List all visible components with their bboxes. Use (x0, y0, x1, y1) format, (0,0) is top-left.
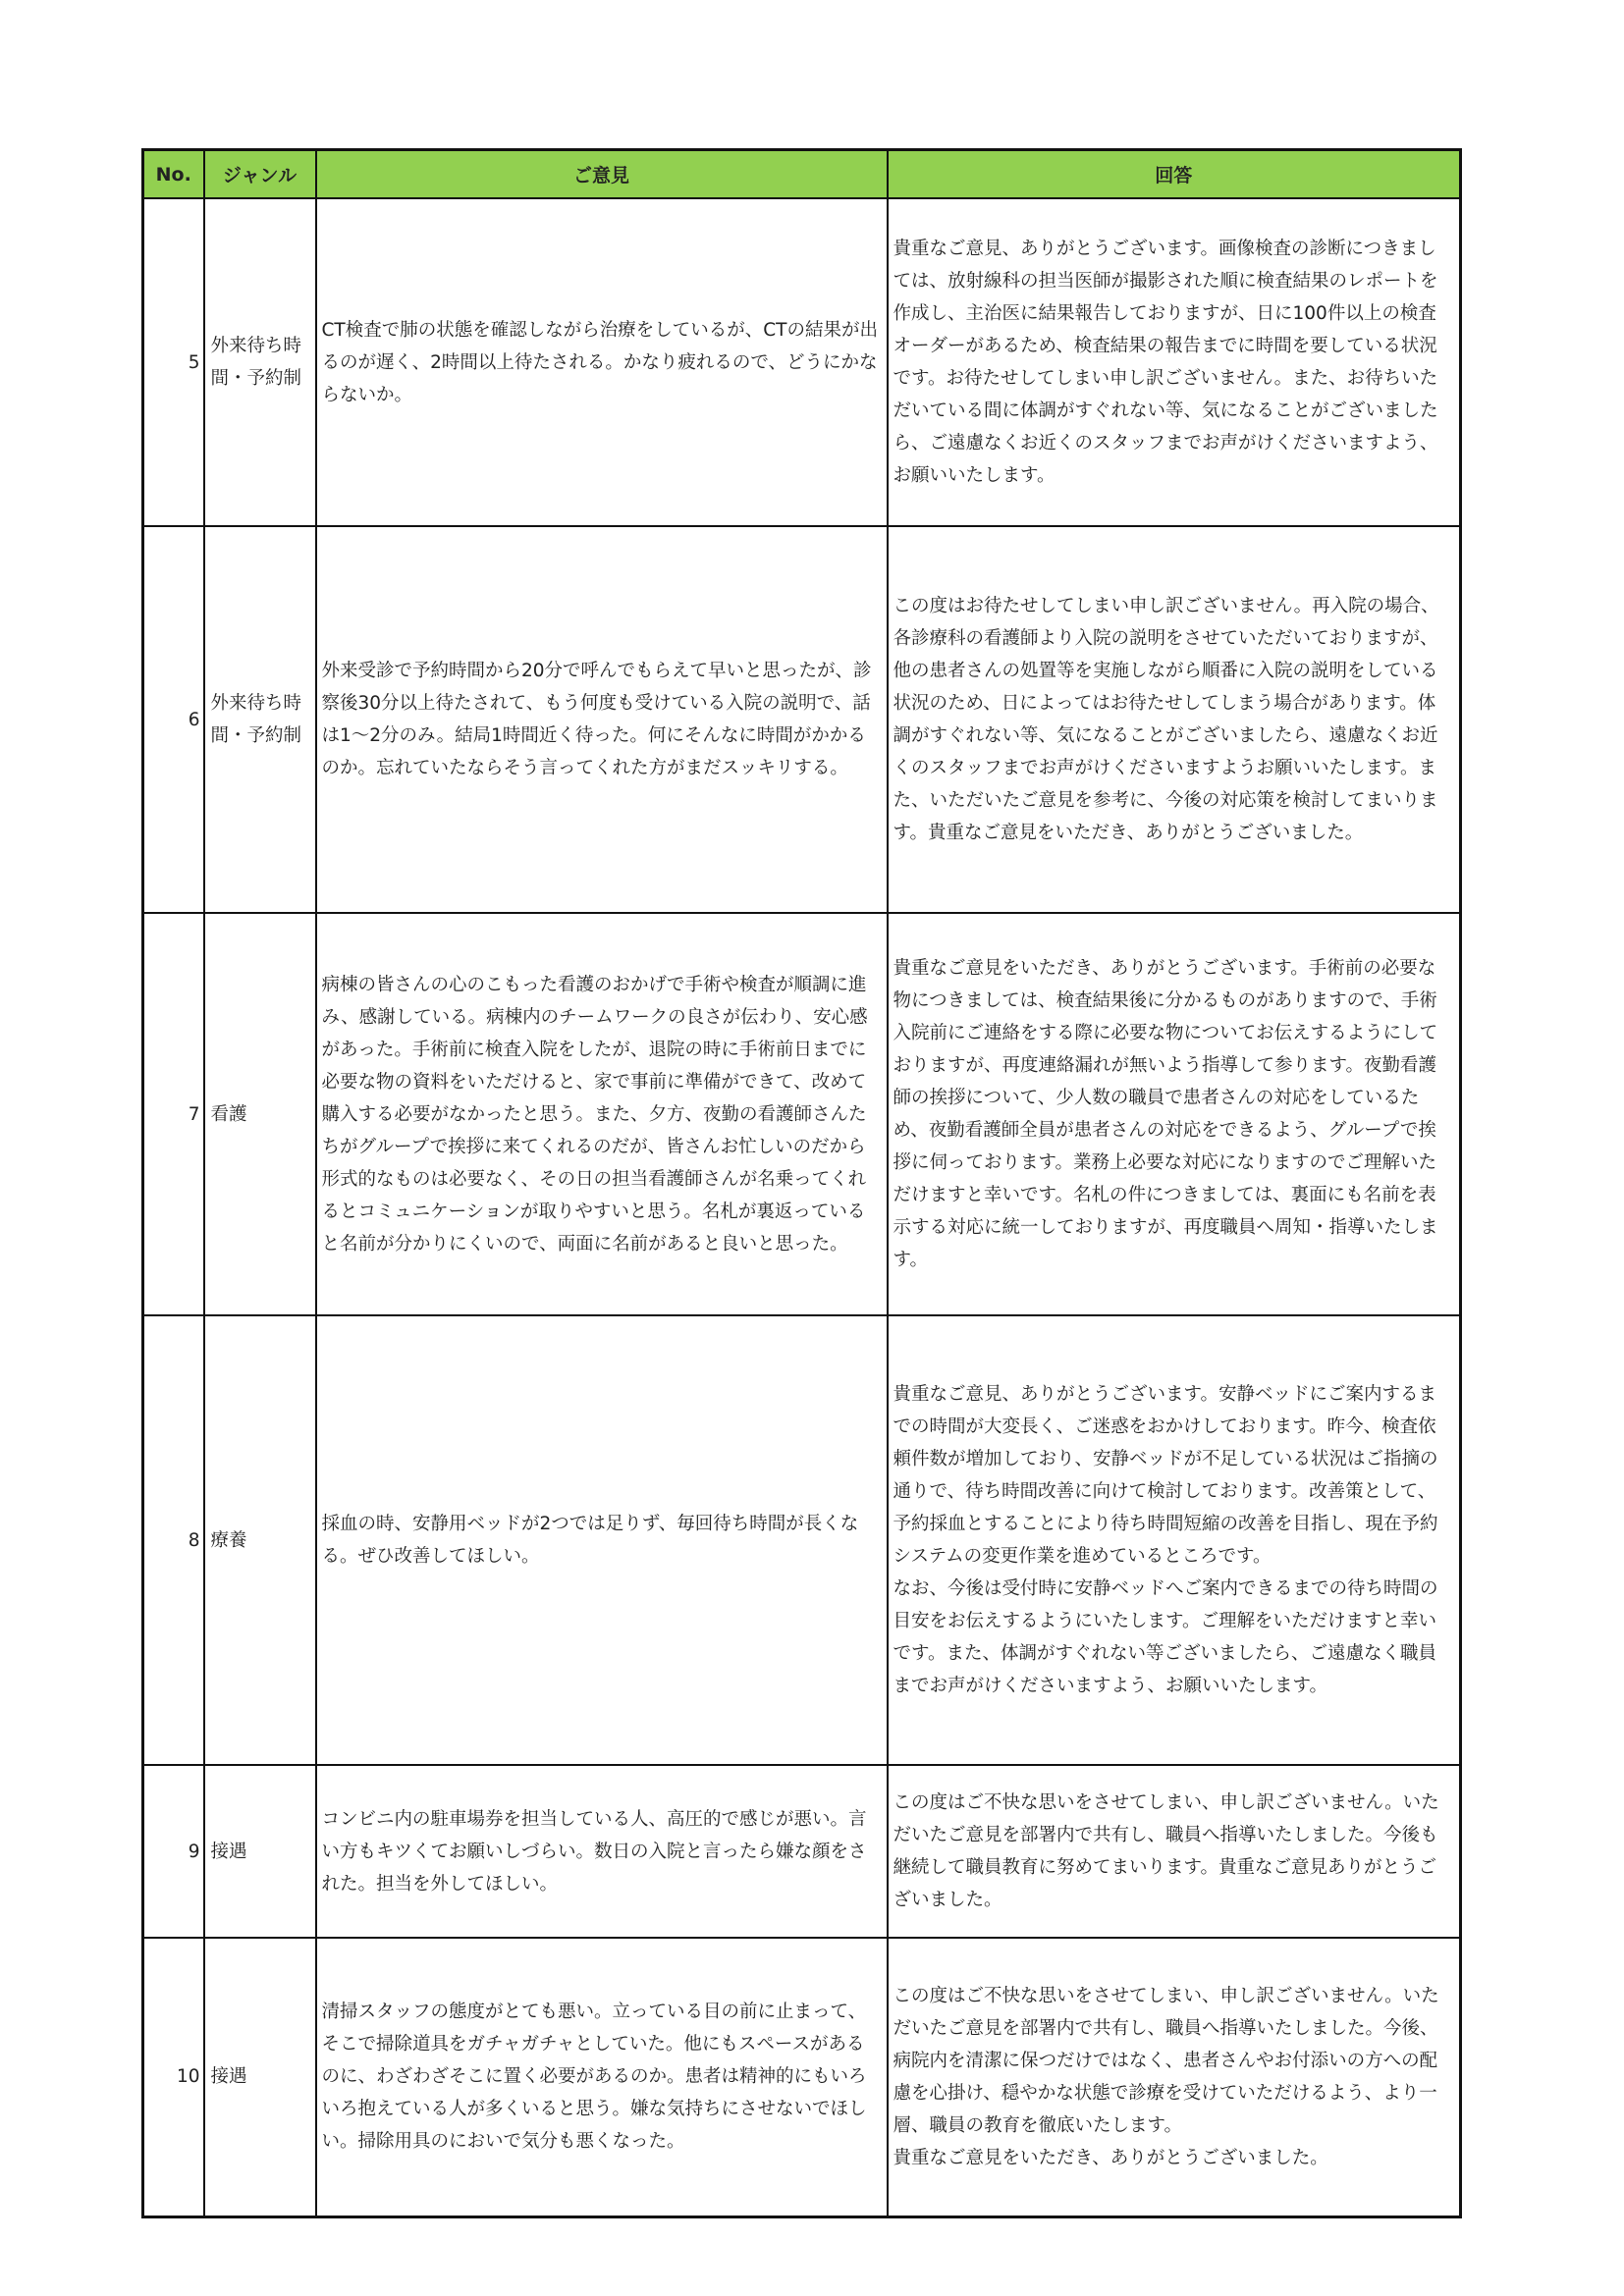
opinion-text: コンビニ内の駐車場券を担当している人、高圧的で感じが悪い。言い方もキツくてお願いしづらい。数日の入院と言ったら嫌な顔をされた。担当を外してほしい。 (321, 1808, 867, 1895)
answer-text: 貴重なご意見をいただき、ありがとうございます。手術前の必要な物につきましては、検査結果後に分かるものがありますので、手術入院前にご連絡をする際に必要な物についてお伝えするようにしておりますが、再度連絡漏れが無いよう指導して参ります。夜勤看護師の挨拶について、少人数の職員で患者さんの対応をしているため、夜勤看護師全員が患者さんの対応をできるよう、グループで挨拶に伺っております。業務上必要な対応になりますのでご理解いただけますと幸いです。名札の件につきましては、裏面にも名前を表示する対応に統一しておりますが、再度職員へ周知・指導いたします。 (893, 958, 1438, 1270)
table-row (143, 913, 1461, 1315)
table-row (143, 1765, 1461, 1938)
answer-text: 貴重なご意見、ありがとうございます。画像検査の診断につきましては、放射線科の担当医師が撮影された順に検査結果のレポートを作成し、主治医に結果報告しておりますが、日に100件以上の検査オーダーがあるため、検査結果の報告までに時間を要している状況です。お待たせしてしまい申し訳ございません。また、お待ちいただいている間に体調がすぐれない等、気になることがございましたら、ご遠慮なくお近くのスタッフまでお声がけくださいますよう、お願いいたします。 (893, 239, 1438, 486)
table-row (143, 526, 1461, 913)
feedback-table (141, 148, 1462, 2218)
answer-text: この度はご不快な思いをさせてしまい、申し訳ございません。いただいたご意見を部署内で共有し、職員へ指導いたしました。今後、病院内を清潔に保つだけではなく、患者さんやお付添いの方への配慮を心掛け、穏やかな状態で診療を受けていただけるよう、より一層、職員の教育を徹底いたします。 貴重なご意見をいただき、ありがとうございました。 (893, 1985, 1439, 2168)
table-row (143, 198, 1461, 526)
opinion-text: 採血の時、安静用ベッドが2つでは足りず、毎回待ち時間が長くなる。ぜひ改善してほしい。 (321, 1514, 859, 1567)
row-answer (888, 913, 1461, 1315)
row-opinion (316, 1765, 888, 1938)
row-answer (888, 526, 1461, 913)
header-answer: 回答 (888, 150, 1461, 199)
row-no: 6 (143, 526, 204, 913)
row-opinion (316, 1938, 888, 2216)
row-genre: 療養 (204, 1315, 316, 1765)
row-opinion (316, 1315, 888, 1765)
row-opinion (316, 526, 888, 913)
row-no: 8 (143, 1315, 204, 1765)
row-answer (888, 1938, 1461, 2216)
row-no: 5 (143, 198, 204, 526)
row-no: 9 (143, 1765, 204, 1938)
answer-text: この度はお待たせしてしまい申し訳ございません。再入院の場合、各診療科の看護師より入院の説明をさせていただいておりますが、他の患者さんの処置等を実施しながら順番に入院の説明をしている状況のため、日によってはお待たせしてしまう場合があります。体調がすぐれない等、気になることがございましたら、遠慮なくお近くのスタッフまでお声がけくださいますようお願いいたします。また、いただいたご意見を参考に、今後の対応策を検討してまいります。貴重なご意見をいただき、ありがとうございました。 (893, 596, 1439, 843)
row-answer (888, 1765, 1461, 1938)
answer-text: 貴重なご意見、ありがとうございます。安静ベッドにご案内するまでの時間が大変長く、ご迷惑をおかけしております。昨今、検査依頼件数が増加しており、安静ベッドが不足している状況はご指摘の通りで、待ち時間改善に向けて検討しております。改善策として、予約採血とすることにより待ち時間短縮の改善を目指し、現在予約システムの変更作業を進めているところです。 なお、今後は受付時に安静ベッドへご案内できるまでの待ち時間の目安をお伝えするようにいたします。ご理解をいただけますと幸いです。また、体調がすぐれない等ございましたら、ご遠慮なく職員までお声がけくださいますよう、お願いいたします。 (893, 1384, 1438, 1696)
row-genre: 外来待ち時間・予約制 (204, 526, 316, 913)
row-genre: 外来待ち時間・予約制 (204, 198, 316, 526)
header-genre: ジャンル (204, 150, 316, 199)
row-opinion (316, 913, 888, 1315)
row-genre: 看護 (204, 913, 316, 1315)
row-no: 7 (143, 913, 204, 1315)
table-row (143, 1315, 1461, 1765)
row-no: 10 (143, 1938, 204, 2216)
table-row (143, 1938, 1461, 2216)
opinion-text: 清掃スタッフの態度がとても悪い。立っている目の前に止まって、そこで掃除道具をガチャガチャとしていた。他にもスペースがあるのに、わざわざそこに置く必要があるのか。患者は精神的にもいろいろ抱えている人が多くいると思う。嫌な気持ちにさせないでほしい。掃除用具のにおいで気分も悪くなった。 (321, 2002, 867, 2153)
row-answer (888, 198, 1461, 526)
table-header-row (143, 150, 1461, 199)
header-no: No. (143, 150, 204, 199)
opinion-text: 外来受診で予約時間から20分で呼んでもらえて早いと思ったが、診察後30分以上待たされて、もう何度も受けている入院の説明で、話は1～2分のみ。結局1時間近く待った。何にそんなに時間がかかるのか。忘れていたならそう言ってくれた方がまだスッキリする。 (321, 661, 872, 778)
answer-text: この度はご不快な思いをさせてしまい、申し訳ございません。いただいたご意見を部署内で共有し、職員へ指導いたしました。今後も継続して職員教育に努めてまいります。貴重なご意見ありがとうございました。 (893, 1792, 1439, 1910)
row-opinion (316, 198, 888, 526)
row-answer (888, 1315, 1461, 1765)
header-opinion: ご意見 (316, 150, 888, 199)
opinion-text: 病棟の皆さんの心のこもった看護のおかげで手術や検査が順調に進み、感謝している。病棟内のチームワークの良さが伝わり、安心感があった。手術前に検査入院をしたが、退院の時に手術前日までに必要な物の資料をいただけると、家で事前に準備ができて、改めて購入する必要がなかったと思う。また、夕方、夜勤の看護師さんたちがグループで挨拶に来てくれるのだが、皆さんお忙しいのだから形式的なものは必要なく、その日の担当看護師さんが名乗ってくれるとコミュニケーションが取りやすいと思う。名札が裏返っていると名前が分かりにくいので、両面に名前があると良いと思った。 (321, 974, 868, 1255)
row-genre: 接遇 (204, 1938, 316, 2216)
row-genre: 接遇 (204, 1765, 316, 1938)
opinion-text: CT検査で肺の状態を確認しながら治療をしているが、CTの結果が出るのが遅く、2時間以上待たされる。かなり疲れるので、どうにかならないか。 (321, 319, 878, 405)
